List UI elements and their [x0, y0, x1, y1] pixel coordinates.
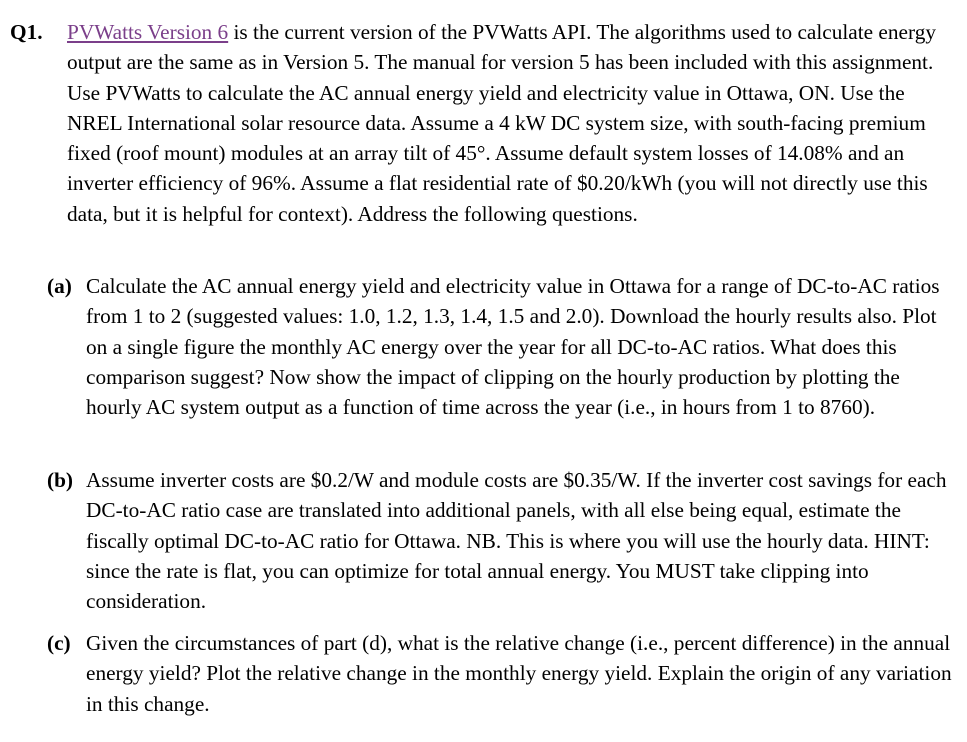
- part-b-text: Assume inverter costs are $0.2/W and module costs are $0.35/W. If the inverter cost savings for each DC-to-AC ratio case are translated into additional panels, with all else being equal, estimate the fiscally optimal DC-to-AC ratio for Ottawa. NB. This is where you will use the hourly data. HINT: since the rate is flat, you can optimize for total annual energy. You MUST take clipping into consideration.: [86, 468, 947, 614]
- part-a-label: (a): [47, 274, 72, 298]
- question-q1: [10, 17, 960, 229]
- question-text: is the current version of the PVWatts API. The algorithms used to calculate energy output are the same as in Version 5. The manual for version 5 has been included with this assignment. Use PVWatts to calculate the AC annual energy yield and electricity value in Ottawa, ON. Use the NREL International solar resource data. Assume a 4 kW DC system size, with south-facing premium fixed (roof mount) modules at an array tilt of 45°. Assume default system losses of 14.08% and an inverter efficiency of 96%. Assume a flat residential rate of $0.20/kWh (you will not directly use this data, but it is helpful for context). Address the following questions.: [67, 20, 936, 226]
- part-b: [47, 465, 957, 616]
- part-c-text: Given the circumstances of part (d), what is the relative change (i.e., percent difference) in the annual energy yield? Plot the relative change in the monthly energy yield. Explain the origin of any variation in this change.: [86, 631, 952, 716]
- part-a-text: Calculate the AC annual energy yield and electricity value in Ottawa for a range of DC-to-AC ratios from 1 to 2 (suggested values: 1.0, 1.2, 1.3, 1.4, 1.5 and 2.0). Download the hourly results also. Plot on a single figure the monthly AC energy over the year for all DC-to-AC ratios. What does this comparison suggest? Now show the impact of clipping on the hourly production by plotting the hourly AC system output as a function of time across the year (i.e., in hours from 1 to 8760).: [86, 274, 940, 420]
- part-c: [47, 628, 957, 719]
- question-row: [10, 17, 960, 229]
- part-b-label: (b): [47, 468, 74, 492]
- question-number: Q1.: [10, 20, 43, 44]
- part-a: [47, 271, 957, 422]
- pvwatts-version-6-link[interactable]: PVWatts Version 6: [67, 20, 229, 44]
- part-c-label: (c): [47, 631, 71, 655]
- question-body: [67, 17, 960, 229]
